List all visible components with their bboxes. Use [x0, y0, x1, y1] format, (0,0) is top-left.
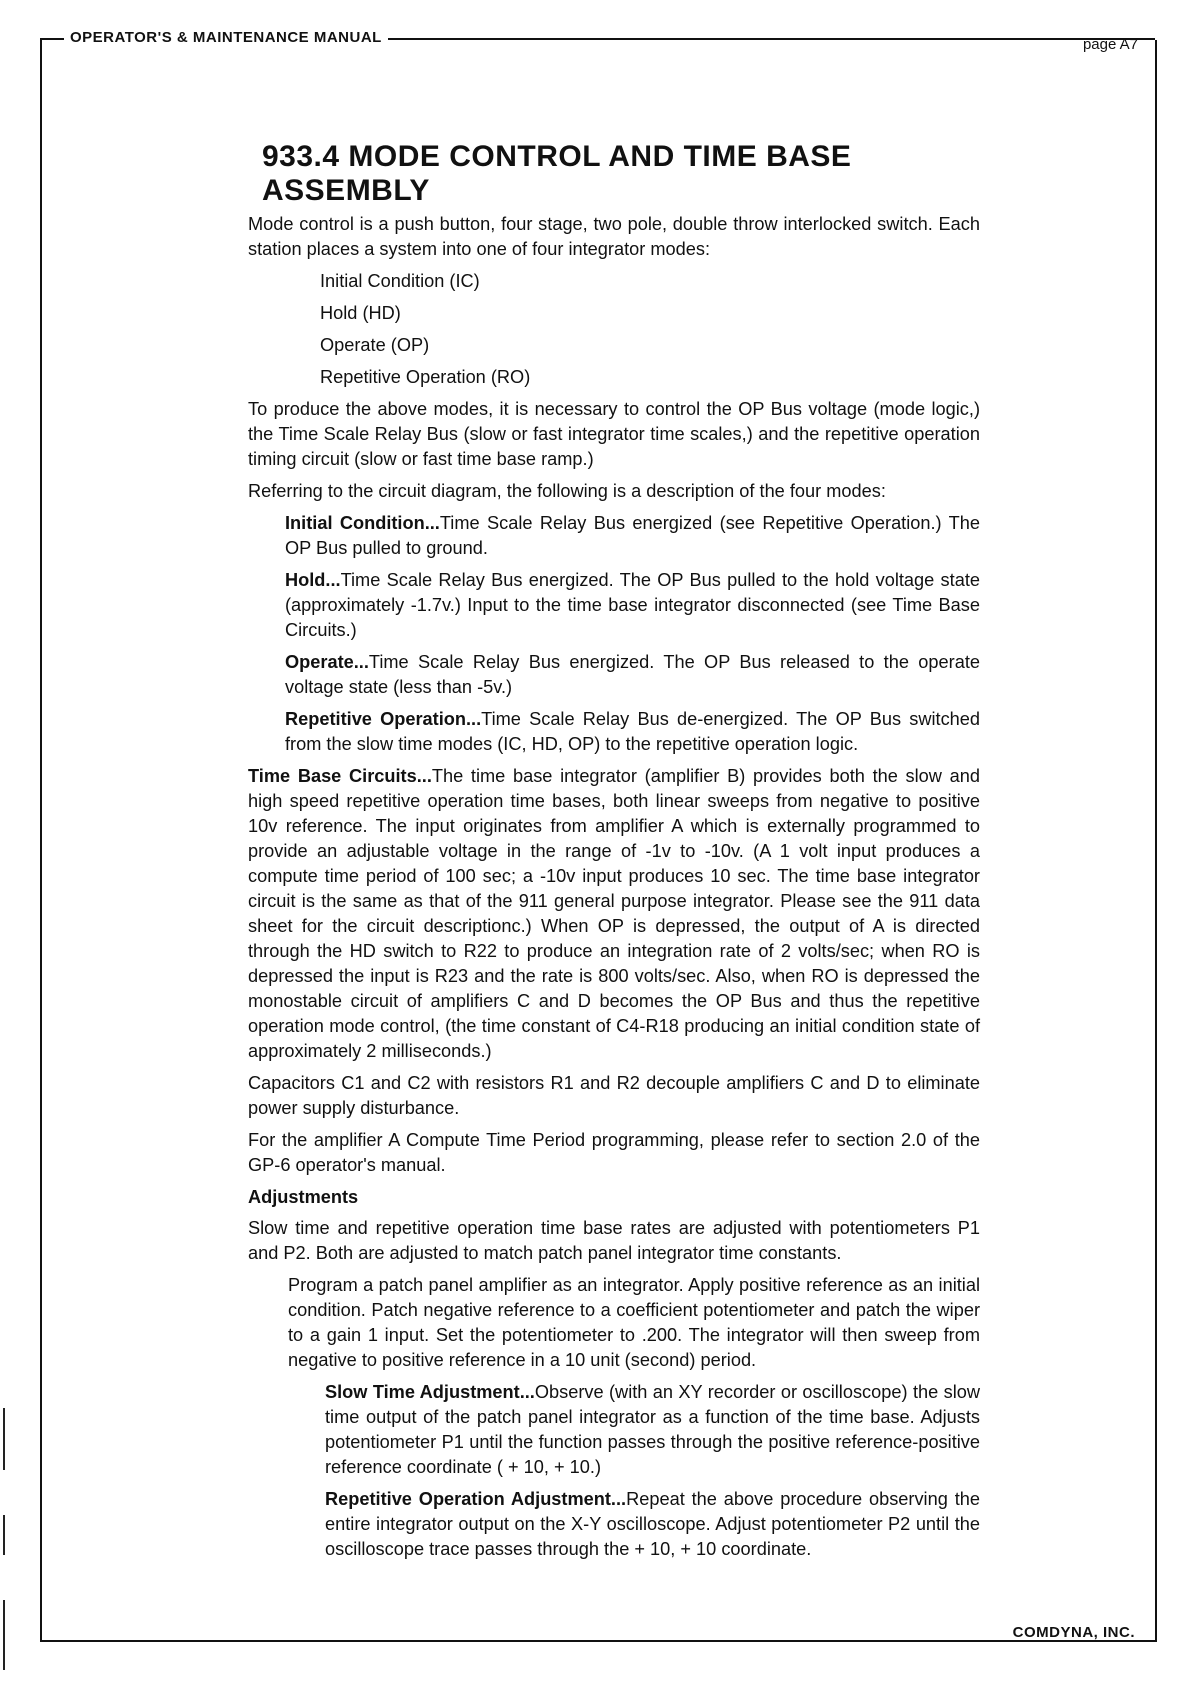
- adjustments-intro: Slow time and repetitive operation time base rates are adjusted with potentiometers P1 and P2. Both are adjusted to match patch panel integrator time constants.: [248, 1218, 980, 1263]
- adjustments-procedure: Program a patch panel amplifier as an integrator. Apply positive reference as an initial condition. Patch negative reference to a coefficient potentiometer and patch the wiper to a gain 1 input. Set the potentiometer to .200. The integrator will then sweep from negative to positive reference in a 10 unit (second) period.: [288, 1275, 980, 1370]
- mode-term: Operate...: [285, 652, 369, 672]
- margin-mark: [3, 1515, 5, 1555]
- document-body: [248, 212, 980, 1569]
- referring-paragraph: Referring to the circuit diagram, the following is a description of the four modes:: [248, 481, 886, 501]
- adjustments-heading: Adjustments: [248, 1187, 359, 1207]
- mode-text: Time Scale Relay Bus de-energized. The OP Bus switched from the slow time modes (IC, HD, OP) to the repetitive operation logic.: [285, 709, 981, 754]
- time-base-term: Time Base Circuits...: [248, 766, 432, 786]
- mode-item: Initial Condition (IC): [320, 271, 480, 291]
- page-number: page A7: [1082, 36, 1138, 53]
- slow-time-adjustment: [325, 1380, 980, 1480]
- time-base-text: The time base integrator (amplifier B) provides both the slow and high speed repetitive operation time bases, both linear sweeps from negative to positive 10v reference. The input originates from amplifier A which is externally programmed to provide an adjustable voltage in the range of -1v to -10v. (A 1 volt input produces a compute time period of 100 sec; a -10v input produces 10 sec. The time base integrator circuit is the same as that of the 911 general purpose integrator. Please see the 911 data sheet for the circuit descriptionc.) When OP is depressed, the output of A is directed through the HD switch to R22 to produce an integration rate of 2 volts/sec; when RO is depressed the input is R23 and the rate is 800 volts/sec. Also, when RO is depressed the monostable circuit of amplifiers C and D becomes the OP Bus and thus the repetitive operation mode control, (the time constant of C4-R18 producing an initial condition state of approximately 2 milliseconds.): [248, 766, 980, 1061]
- margin-mark: [3, 1408, 5, 1470]
- mode-text: Time Scale Relay Bus energized. The OP Bus pulled to the hold voltage state (approximately -1.7v.) Input to the time base integrator disconnected (see Time Base Circuits.): [285, 570, 980, 640]
- amplifier-paragraph: For the amplifier A Compute Time Period programming, please refer to section 2.0 of the GP-6 operator's manual.: [248, 1130, 980, 1175]
- footer-company: COMDYNA, INC.: [1012, 1624, 1135, 1641]
- slow-time-text: Observe (with an XY recorder or oscilloscope) the slow time output of the patch panel integrator as a function of the time base. Adjusts potentiometer P1 until the function passes through the positive reference-positive reference coordinate ( + 10, + 10.): [325, 1382, 981, 1477]
- mode-term: Repetitive Operation...: [285, 709, 482, 729]
- intro-paragraph: Mode control is a push button, four stage, two pole, double throw interlocked switch. Each station places a system into one of four integrator modes:: [248, 214, 980, 259]
- mode-description: [285, 511, 980, 561]
- rep-op-term: Repetitive Operation Adjustment...: [325, 1489, 627, 1509]
- capacitors-paragraph: Capacitors C1 and C2 with resistors R1 and R2 decouple amplifiers C and D to eliminate power supply disturbance.: [248, 1073, 980, 1118]
- section-title: 933.4 MODE CONTROL AND TIME BASE ASSEMBLY: [262, 140, 852, 207]
- mode-description: [285, 650, 980, 700]
- mode-description: [285, 707, 980, 757]
- produce-paragraph: To produce the above modes, it is necessary to control the OP Bus voltage (mode logic,) the Time Scale Relay Bus (slow or fast integrator time scales,) and the repetitive operation timing circuit (slow or fast time base ramp.): [248, 399, 980, 469]
- mode-item: Operate (OP): [320, 335, 430, 355]
- rep-op-text: Repeat the above procedure observing the entire integrator output on the X-Y oscilloscope. Adjust potentiometer P2 until the oscilloscope trace passes through the + 10, + 10 coordinate.: [325, 1489, 980, 1559]
- mode-item: Repetitive Operation (RO): [320, 367, 531, 387]
- slow-time-term: Slow Time Adjustment...: [325, 1382, 535, 1402]
- mode-item: Hold (HD): [320, 303, 401, 323]
- mode-term: Hold...: [285, 570, 341, 590]
- mode-list: [248, 269, 980, 390]
- mode-term: Initial Condition...: [285, 513, 440, 533]
- time-base-paragraph: [248, 764, 980, 1064]
- manual-title: OPERATOR'S & MAINTENANCE MANUAL: [64, 29, 388, 46]
- margin-mark: [3, 1600, 5, 1670]
- mode-text: Time Scale Relay Bus energized. The OP Bus released to the operate voltage state (less than -5v.): [285, 652, 980, 697]
- mode-description: [285, 568, 980, 643]
- repetitive-operation-adjustment: [325, 1487, 980, 1562]
- mode-text: Time Scale Relay Bus energized (see Repetitive Operation.) The OP Bus pulled to ground.: [285, 513, 980, 558]
